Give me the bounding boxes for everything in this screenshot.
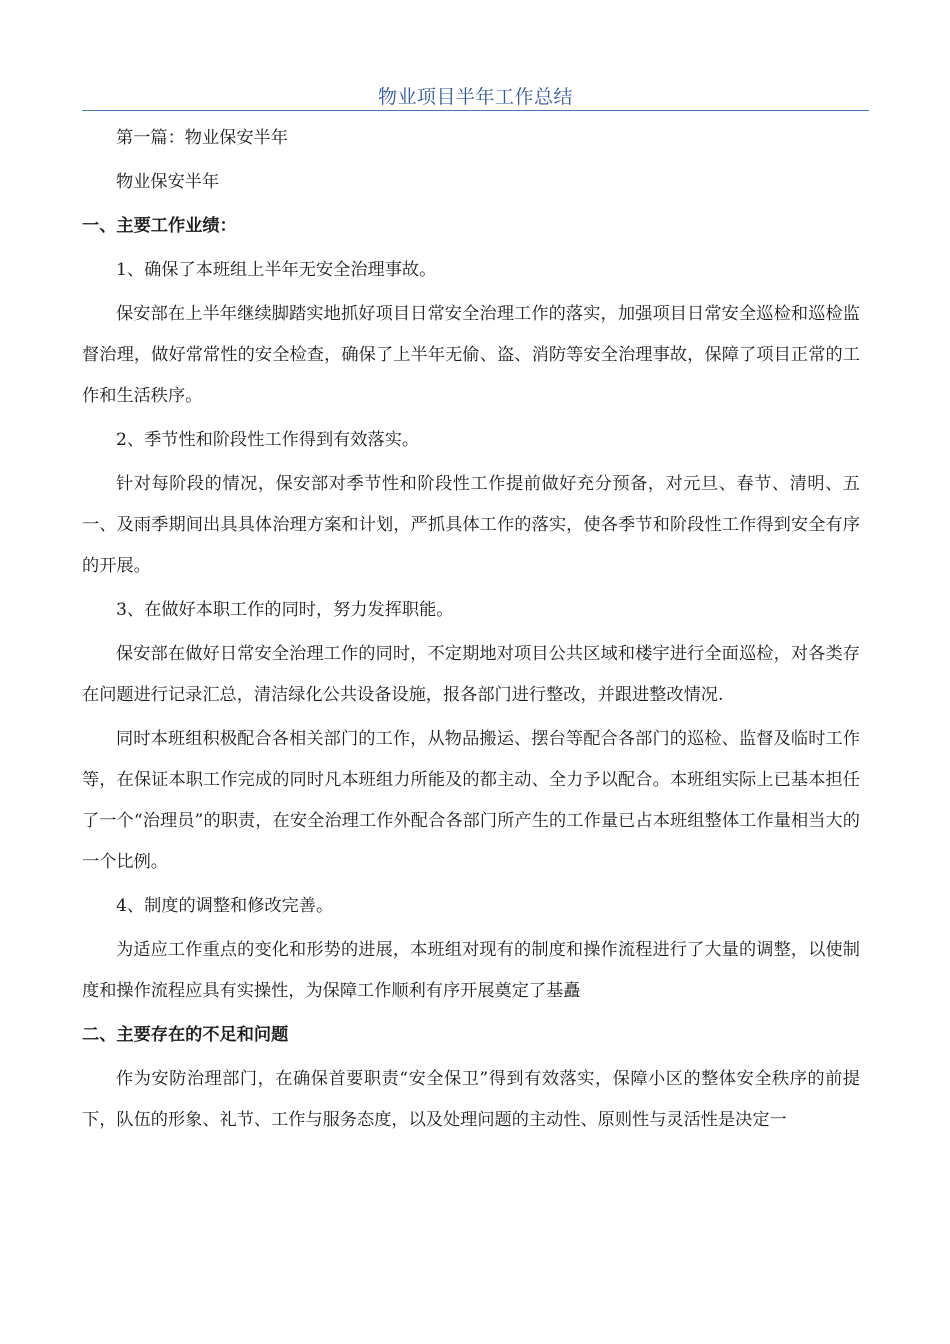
section-subtitle-repeat: 物业保安半年 [116, 172, 220, 192]
shortcomings-body: 作为安防治理部门，在确保首要职责“安全保卫”得到有效落实，保障小区的整体安全秩序的前提下，队伍的形象、礼节、工作与服务态度，以及处理问题的主动性、原则性与灵活性是决定一 [82, 1069, 860, 1130]
item-4-title: 4、制度的调整和修改完善。 [116, 896, 334, 916]
section-subtitle: 第一篇：物业保安半年 [116, 128, 288, 148]
item-2-body: 针对每阶段的情况，保安部对季节性和阶段性工作提前做好充分预备，对元旦、春节、清明、五一、及雨季期间出具具体治理方案和计划，严抓具体工作的落实，使各季节和阶段性工作得到安全有序的开展。 [82, 474, 860, 576]
heading-main-achievements: 一、主要工作业绩： [82, 216, 237, 236]
item-3-body: 保安部在做好日常安全治理工作的同时，不定期地对项目公共区域和楼宇进行全面巡检，对各类存在问题进行记录汇总，清洁绿化公共设备设施，报各部门进行整改，并跟进整改情况. [82, 644, 860, 705]
header-title: 物业项目半年工作总结 [377, 86, 573, 108]
item-1-title: 1、确保了本班组上半年无安全治理事故。 [116, 260, 437, 280]
item-3-title: 3、在做好本职工作的同时，努力发挥职能。 [116, 600, 454, 620]
page-header [82, 80, 869, 111]
item-3-body-continued: 同时本班组积极配合各相关部门的工作，从物品搬运、摆台等配合各部门的巡检、监督及临时工作等，在保证本职工作完成的同时凡本班组力所能及的都主动、全力予以配合。本班组实际上已基本担任了一个“治理员”的职责，在安全治理工作外配合各部门所产生的工作量已占本班组整体工作量相当大的一个比例。 [82, 729, 860, 872]
item-2-title: 2、季节性和阶段性工作得到有效落实。 [116, 430, 420, 450]
item-4-body: 为适应工作重点的变化和形势的进展，本班组对现有的制度和操作流程进行了大量的调整，以使制度和操作流程应具有实操性，为保障工作顺利有序开展奠定了基矗 [82, 940, 860, 1001]
heading-shortcomings: 二、主要存在的不足和问题 [82, 1025, 289, 1045]
item-1-body: 保安部在上半年继续脚踏实地抓好项目日常安全治理工作的落实，加强项目日常安全巡检和巡检监督治理，做好常常性的安全检查，确保了上半年无偷、盗、消防等安全治理事故，保障了项目正常的工作和生活秩序。 [82, 304, 860, 406]
document-body [82, 118, 860, 1141]
